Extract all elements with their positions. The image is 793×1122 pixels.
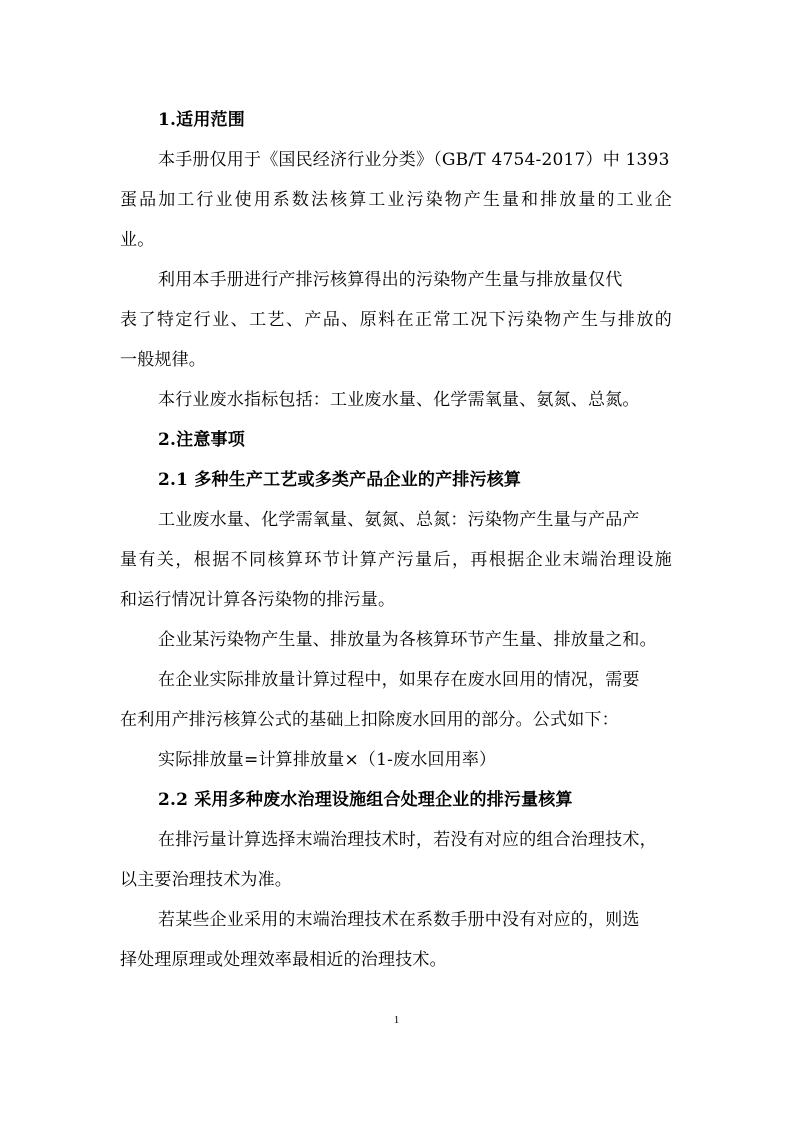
paragraph-line: 在企业实际排放量计算过程中，如果存在废水回用的情况，需要 <box>158 670 640 690</box>
subsection-heading-2-2: 2.2 采用多种废水治理设施组合处理企业的排污量核算 <box>158 790 573 810</box>
paragraph-line: 本手册仅用于《国民经济行业分类》（GB/T 4754-2017）中 1393 <box>158 150 670 170</box>
paragraph-line: 在排污量计算选择末端治理技术时，若没有对应的组合治理技术， <box>158 830 657 850</box>
paragraph-line: 以主要治理技术为准。 <box>120 870 292 890</box>
paragraph-line: 工业废水量、化学需氧量、氨氮、总氮：污染物产生量与产品产 <box>158 510 640 530</box>
paragraph-line: 企业某污染物产生量、排放量为各核算环节产生量、排放量之和。 <box>158 630 657 650</box>
paragraph-line: 蛋品加工行业使用系数法核算工业污染物产生量和排放量的工业企 <box>120 190 672 210</box>
paragraph-line: 本行业废水指标包括：工业废水量、化学需氧量、氨氮、总氮。 <box>158 390 640 410</box>
paragraph-line: 若某些企业采用的末端治理技术在系数手册中没有对应的，则选 <box>158 910 640 930</box>
formula-line: 实际排放量=计算排放量×（1-废水回用率） <box>158 750 497 770</box>
document-body <box>120 100 672 980</box>
section-heading-notes: 2.注意事项 <box>158 430 245 450</box>
paragraph-line: 表了特定行业、工艺、产品、原料在正常工况下污染物产生与排放的 <box>120 310 672 330</box>
paragraph-line: 和运行情况计算各污染物的排污量。 <box>120 590 396 610</box>
paragraph-line: 择处理原理或处理效率最相近的治理技术。 <box>120 950 447 970</box>
paragraph-line: 在利用产排污核算公式的基础上扣除废水回用的部分。公式如下： <box>120 710 619 730</box>
paragraph-line: 利用本手册进行产排污核算得出的污染物产生量与排放量仅代 <box>158 270 623 290</box>
section-heading-scope: 1.适用范围 <box>158 110 245 130</box>
subsection-heading-2-1: 2.1 多种生产工艺或多类产品企业的产排污核算 <box>158 470 522 490</box>
paragraph-line: 量有关，根据不同核算环节计算产污量后，再根据企业末端治理设施 <box>120 550 672 570</box>
paragraph-line: 一般规律。 <box>120 350 206 370</box>
paragraph-line: 业。 <box>120 230 155 250</box>
page-number: 1 <box>393 1014 400 1026</box>
